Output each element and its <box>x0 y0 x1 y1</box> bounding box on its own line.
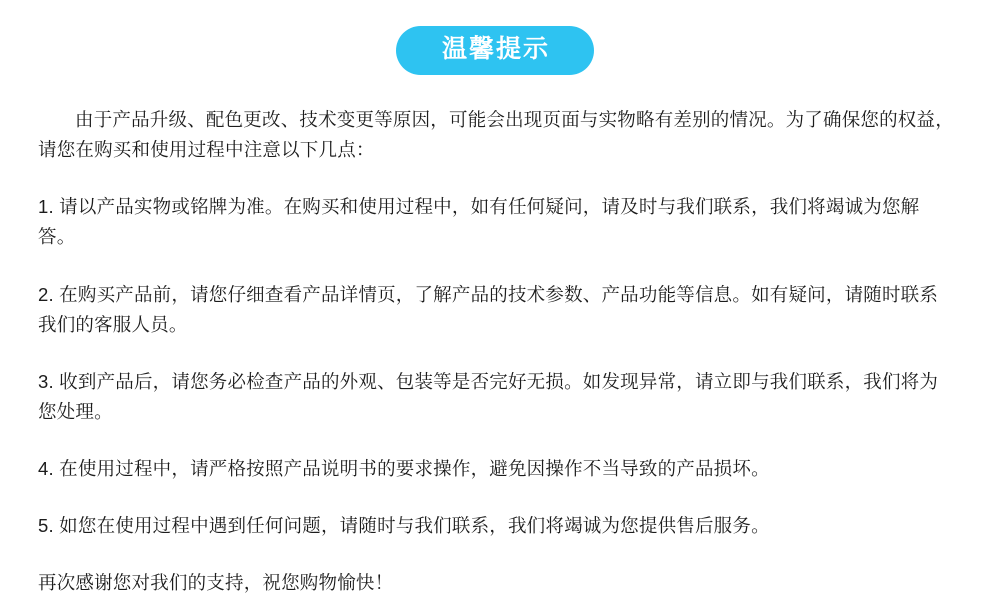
notice-item-1: 1. 请以产品实物或铭牌为准。在购买和使用过程中，如有任何疑问，请及时与我们联系，我们将竭诚为您解答。 <box>38 196 920 248</box>
badge-container <box>0 0 990 75</box>
notice-closing: 再次感谢您对我们的支持，祝您购物愉快！ <box>38 572 394 594</box>
notice-item-4: 4. 在使用过程中，请严格按照产品说明书的要求操作，避免因操作不当导致的产品损坏。 <box>38 458 770 480</box>
notice-body <box>0 105 990 599</box>
notice-item-3: 3. 收到产品后，请您务必检查产品的外观、包装等是否完好无损。如发现异常，请立即与我们联系，我们将为您处理。 <box>38 370 939 422</box>
tips-badge: 温馨提示 <box>396 26 594 75</box>
notice-intro: 由于产品升级、配色更改、技术变更等原因，可能会出现页面与实物略有差别的情况。为了确保您的权益，请您在购买和使用过程中注意以下几点： <box>38 109 954 161</box>
notice-item-5: 5. 如您在使用过程中遇到任何问题，请随时与我们联系，我们将竭诚为您提供售后服务。 <box>38 515 770 537</box>
notice-item-2: 2. 在购买产品前，请您仔细查看产品详情页，了解产品的技术参数、产品功能等信息。如有疑问，请随时联系我们的客服人员。 <box>38 283 939 335</box>
